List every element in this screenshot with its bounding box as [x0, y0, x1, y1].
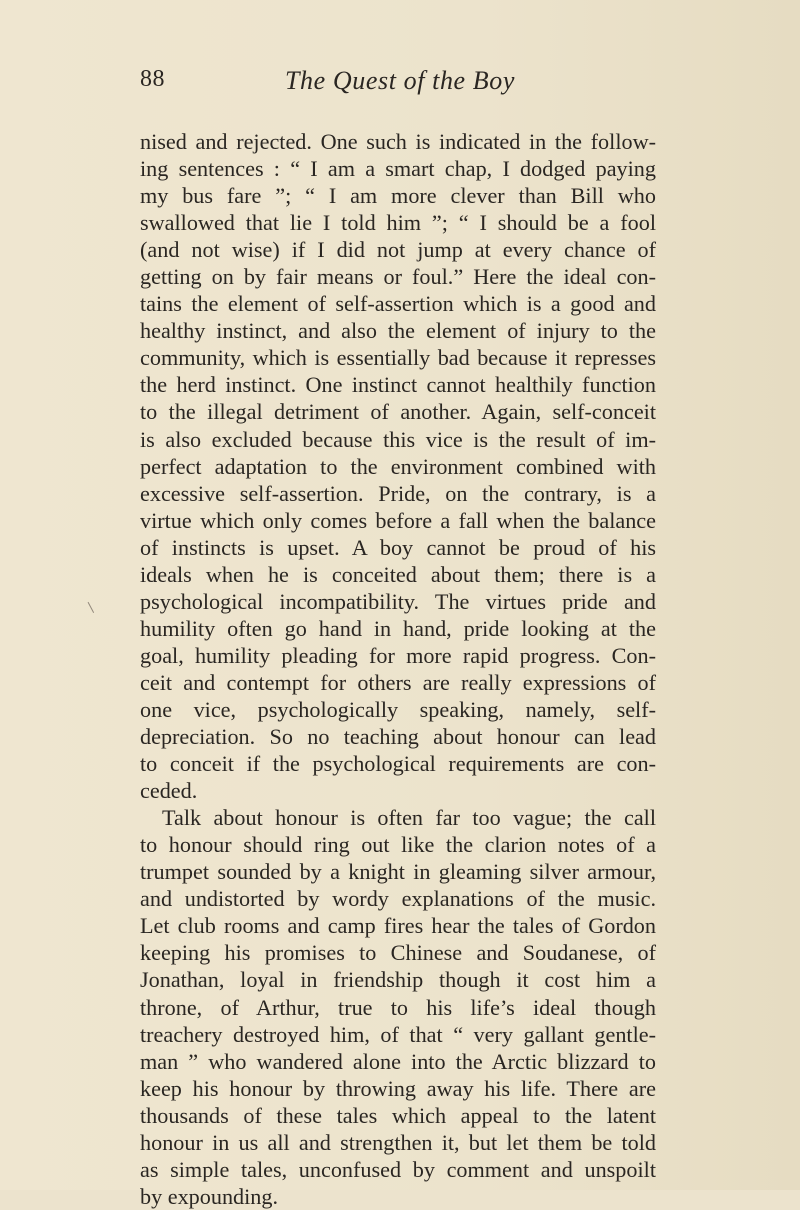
text-line: nised and rejected. One such is indicated in the follow-	[140, 129, 656, 154]
text-line: ing sentences : “ I am a smart chap, I dodged paying	[140, 156, 656, 182]
text-line: my bus fare ”; “ I am more clever than Bill who	[140, 183, 656, 209]
text-line: depreciation. So no teaching about honour can lead	[140, 724, 656, 750]
text-line: to honour should ring out like the clarion notes of a	[140, 832, 656, 858]
text-line: ceded.	[140, 778, 198, 804]
text-line: community, which is essentially bad because it represses	[140, 345, 656, 371]
text-line: treachery destroyed him, of that “ very gallant gentle-	[140, 1021, 656, 1047]
text-line: one vice, psychologically speaking, namely, self-	[140, 696, 656, 722]
text-line: excessive self-assertion. Pride, on the contrary, is a	[140, 480, 656, 506]
body-text	[140, 128, 656, 1210]
text-line: ceit and contempt for others are really expressions of	[140, 669, 656, 695]
text-line: thousands of these tales which appeal to the latent	[140, 1102, 656, 1128]
text-line: humility often go hand in hand, pride looking at the	[140, 615, 656, 641]
text-line: man ” who wandered alone into the Arctic blizzard to	[140, 1048, 656, 1074]
text-line: goal, humility pleading for more rapid progress. Con-	[140, 642, 656, 668]
text-line: keep his honour by throwing away his life. There are	[140, 1075, 656, 1101]
text-line: tains the element of self-assertion which is a good and	[140, 291, 656, 317]
running-title: The Quest of the Boy	[284, 66, 516, 95]
running-head	[140, 66, 660, 102]
text-line: keeping his promises to Chinese and Soudanese, of	[140, 940, 656, 966]
text-line: healthy instinct, and also the element of injury to the	[140, 318, 656, 344]
text-line: as simple tales, unconfused by comment and unspoilt	[140, 1156, 656, 1182]
text-line: by expounding.	[140, 1183, 279, 1209]
paragraph-1	[140, 128, 656, 804]
text-line: trumpet sounded by a knight in gleaming silver armour,	[140, 859, 656, 885]
text-line: the herd instinct. One instinct cannot healthily function	[140, 372, 656, 398]
text-line: swallowed that lie I told him ”; “ I should be a fool	[140, 210, 656, 236]
text-line: perfect adaptation to the environment combined with	[140, 453, 656, 479]
text-line: Let club rooms and camp fires hear the tales of Gordon	[140, 913, 656, 939]
text-line: psychological incompatibility. The virtues pride and	[140, 588, 656, 614]
stray-pencil-mark	[88, 599, 100, 613]
text-line: to the illegal detriment of another. Again, self-conceit	[140, 399, 656, 425]
text-line: of instincts is upset. A boy cannot be proud of his	[140, 534, 656, 560]
text-line: Jonathan, loyal in friendship though it cost him a	[140, 967, 656, 993]
text-line: Talk about honour is often far too vague; the call	[162, 805, 656, 831]
text-line: ideals when he is conceited about them; there is a	[140, 561, 656, 587]
page-number: 88	[140, 66, 165, 92]
text-line: throne, of Arthur, true to his life’s ideal though	[140, 994, 656, 1020]
paragraph-2	[140, 804, 656, 1210]
text-line: is also excluded because this vice is the result of im-	[140, 426, 656, 452]
text-line: getting on by fair means or foul.” Here the ideal con-	[140, 264, 656, 290]
text-line: to conceit if the psychological requirements are con-	[140, 751, 656, 777]
text-line: honour in us all and strengthen it, but let them be told	[140, 1129, 656, 1155]
text-line: and undistorted by wordy explanations of the music.	[140, 886, 656, 912]
text-line: (and not wise) if I did not jump at every chance of	[140, 237, 656, 263]
text-line: virtue which only comes before a fall when the balance	[140, 507, 656, 533]
